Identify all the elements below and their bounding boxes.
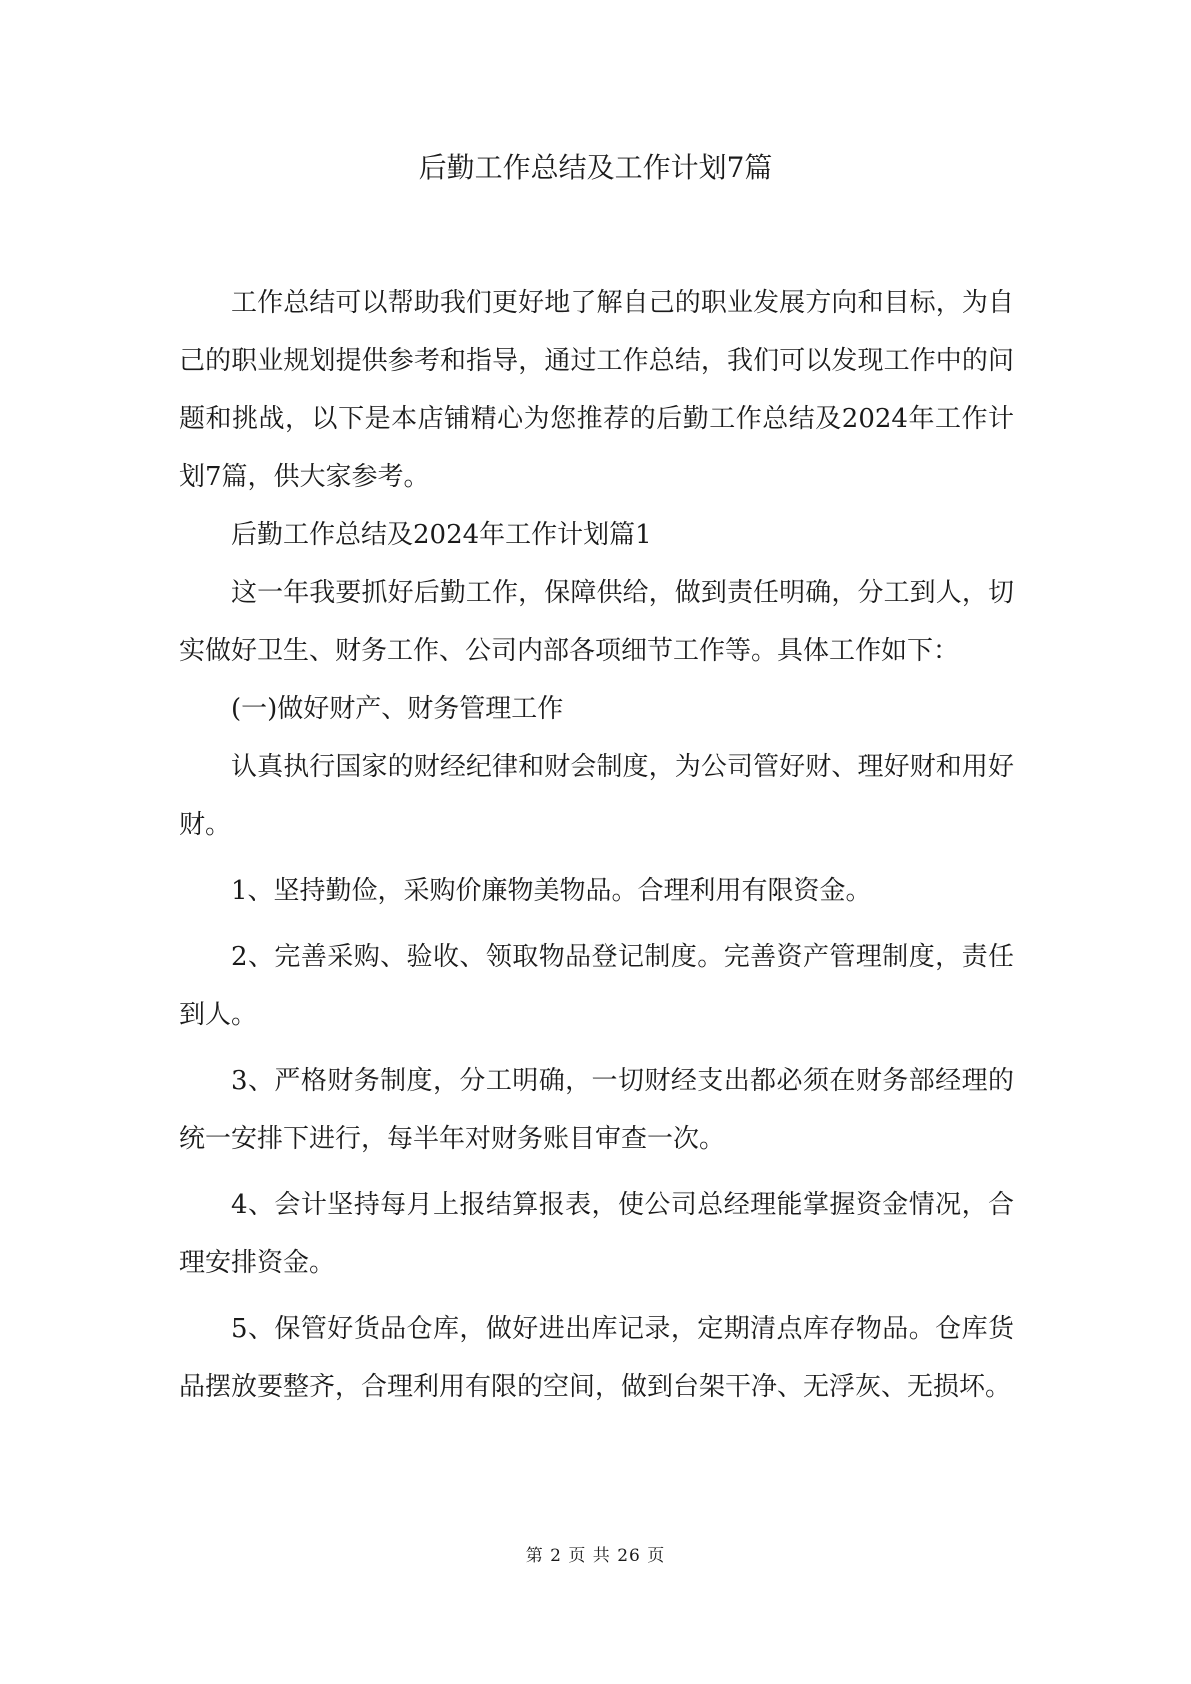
page-title: 后勤工作总结及工作计划7篇 xyxy=(418,151,773,184)
paragraph-intro: 工作总结可以帮助我们更好地了解自己的职业发展方向和目标，为自己的职业规划提供参考和指导，通过工作总结，我们可以发现工作中的问题和挑战，以下是本店铺精心为您推荐的后勤工作总结及2024年工作计划7篇，供大家参考。 xyxy=(179,288,1014,492)
document-body xyxy=(179,274,1014,1416)
subsection-heading: (一)做好财产、财务管理工作 xyxy=(231,694,564,724)
list-item: 3、严格财务制度，分工明确，一切财经支出都必须在财务部经理的统一安排下进行，每半年对财务账目审查一次。 xyxy=(179,1066,1014,1154)
list-item: 1、坚持勤俭，采购价廉物美物品。合理利用有限资金。 xyxy=(231,876,872,906)
paragraph: 这一年我要抓好后勤工作，保障供给，做到责任明确，分工到人，切实做好卫生、财务工作、公司内部各项细节工作等。具体工作如下： xyxy=(179,578,1014,666)
list-item: 4、会计坚持每月上报结算报表，使公司总经理能掌握资金情况，合理安排资金。 xyxy=(179,1190,1014,1278)
page-number: 第 2 页 共 26 页 xyxy=(525,1546,666,1566)
list-item: 5、保管好货品仓库，做好进出库记录，定期清点库存物品。仓库货品摆放要整齐，合理利用有限的空间，做到台架干净、无浮灰、无损坏。 xyxy=(179,1314,1014,1402)
paragraph: 认真执行国家的财经纪律和财会制度，为公司管好财、理好财和用好财。 xyxy=(179,752,1014,840)
section-heading: 后勤工作总结及2024年工作计划篇1 xyxy=(231,520,652,550)
list-item: 2、完善采购、验收、领取物品登记制度。完善资产管理制度，责任到人。 xyxy=(179,942,1014,1030)
